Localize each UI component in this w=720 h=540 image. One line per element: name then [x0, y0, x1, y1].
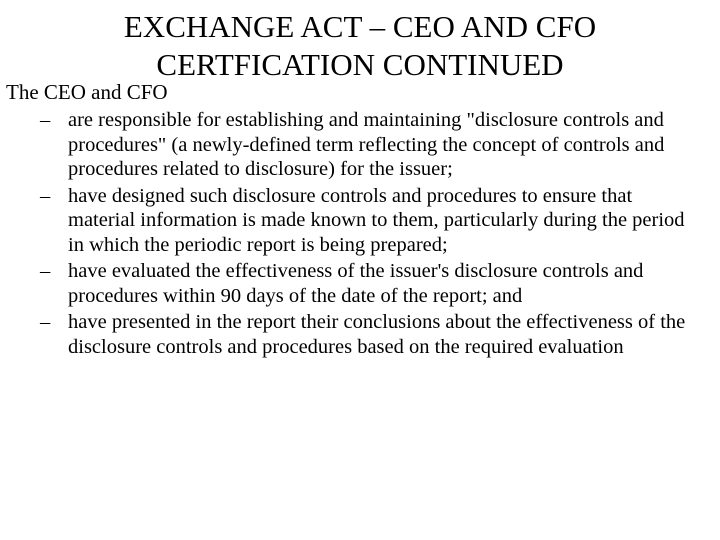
title-line-2: CERTFICATION CONTINUED: [156, 47, 564, 82]
bullet-text: have designed such disclosure controls and procedures to ensure that material information is made known to them, particularly during the period in which the periodic report is being prepared;: [68, 184, 685, 256]
lead-text: The CEO and CFO: [6, 80, 168, 104]
bullet-text: have evaluated the effectiveness of the issuer's disclosure controls and procedures within 90 days of the date of the report; and: [68, 260, 644, 307]
slide-body: [6, 80, 706, 361]
bullet-text: are responsible for establishing and maintaining "disclosure controls and procedures" (a newly-defined term reflecting the concept of controls and procedures related to disclosure) for the issuer;: [68, 109, 665, 180]
bullet-item: [6, 108, 690, 182]
bullet-item: [6, 310, 690, 359]
slide-title: [40, 8, 680, 84]
dash-marker: –: [40, 109, 51, 131]
bullet-text: have presented in the report their conclusions about the effectiveness of the disclosure controls and procedures based on the required evaluation: [68, 311, 686, 358]
bullet-list: [6, 108, 706, 359]
dash-marker: –: [40, 184, 51, 207]
bullet-item: [6, 259, 690, 308]
bullet-item: [6, 184, 690, 258]
title-line-1: EXCHANGE ACT – CEO AND CFO: [123, 9, 597, 44]
dash-marker: –: [40, 311, 51, 333]
dash-marker: –: [40, 260, 51, 282]
